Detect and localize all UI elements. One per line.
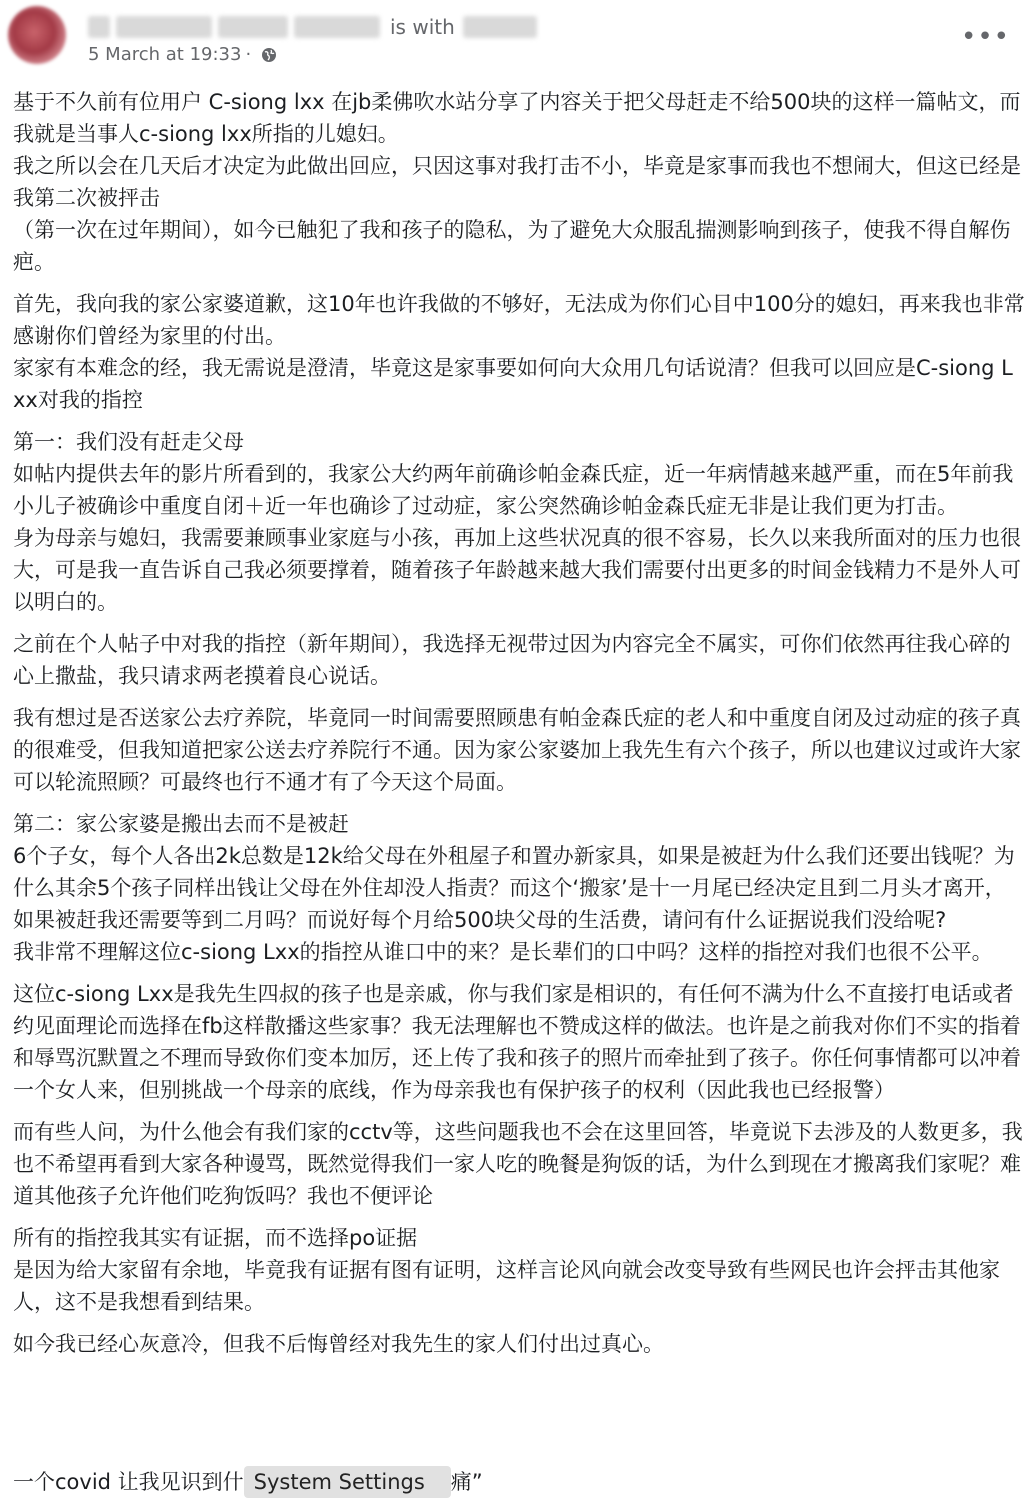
author-name-redacted[interactable] bbox=[116, 16, 212, 38]
post-paragraph: 之前在个人帖子中对我的指控（新年期间），我选择无视带过因为内容完全不属实，可你们依然再往我心碎的心上撒盐，我只请求两老摸着良心说话。 bbox=[13, 632, 1011, 688]
author-suffix: is with bbox=[390, 15, 455, 39]
post-body bbox=[13, 86, 1025, 1370]
post-paragraph: 我有想过是否送家公去疗养院，毕竟同一时间需要照顾患有帕金森氏症的老人和中重度自闭及过动症的孩子真的很难受，但我知道把家公送去疗养院行不通。因为家公家婆加上我先生有六个孩子，所以也建议过或许大家可以轮流照顾？可最终也行不通才有了今天这个局面。 bbox=[13, 706, 1021, 794]
author-row bbox=[88, 12, 543, 42]
post-paragraph: 首先，我向我的家公家婆道歉，这10年也许我做的不够好，无法成为你们心目中100分的媳妇，再来我也非常感谢你们曾经为家里的付出。 家家有本难念的经，我无需说是澄清，毕竟这是家事要如何向大众用几句话说清？但我可以回应是C-siong Lxx对我的指控 bbox=[13, 292, 1025, 412]
globe-icon bbox=[261, 47, 277, 63]
post-last-line bbox=[13, 1466, 483, 1498]
post-paragraph: 而有些人问，为什么他会有我们家的cctv等，这些问题我也不会在这里回答，毕竟说下去涉及的人数更多，我也不希望再看到大家各种谩骂，既然觉得我们一家人吃的晚餐是狗饭的话，为什么到现在才搬离我们家呢？难道其他孩子允许他们吃狗饭吗？我也不便评论 bbox=[13, 1120, 1023, 1208]
post-paragraph: 这位c-siong Lxx是我先生四叔的孩子也是亲戚，你与我们家是相识的，有任何不满为什么不直接打电话或者约见面理论而选择在fb这样散播这些家事？我无法理解也不赞成这样的做法。也许是之前我对你们不实的指着和辱骂沉默置之不理而导致你们变本加厉，还上传了我和孩子的照片而牵扯到了孩子。你任何事情都可以冲着一个女人来，但别挑战一个母亲的底线，作为母亲我也有保护孩子的权利（因此我也已经报警） bbox=[13, 982, 1021, 1102]
post-paragraph: 所有的指控我其实有证据，而不选择po证据 是因为给大家留有余地，毕竟我有证据有图有证明，这样言论风向就会改变导致有些网民也许会抨击其他家人，这不是我想看到结果。 bbox=[13, 1226, 1000, 1314]
more-options-icon[interactable]: ••• bbox=[960, 22, 1010, 52]
post-paragraph: 第二：家公家婆是搬出去而不是被赶 6个子女，每个人各出2k总数是12k给父母在外租屋子和置办新家具，如果是被赶为什么我们还要出钱呢？为什么其余5个孩子同样出钱让父母在外住却没人指责？而这个‘搬家’是十一月尾已经决定且到二月头才离开，如果被赶我还需要等到二月吗？而说好每个月给500块父母的生活费，请问有什么证据说我们没给呢? 我非常不理解这位c-siong Lxx的指控从谁口中的来？是长辈们的口中吗？这样的指控对我们也很不公平。 bbox=[13, 812, 1015, 964]
author-name-redacted[interactable] bbox=[88, 16, 110, 38]
post-meta bbox=[88, 44, 277, 65]
post-header bbox=[0, 0, 1036, 76]
avatar[interactable] bbox=[8, 6, 66, 64]
last-line-text-start: 一个covid 让我见识到什 bbox=[13, 1470, 244, 1494]
post-paragraph: 如今我已经心灰意冷，但我不后悔曾经对我先生的家人们付出过真心。 bbox=[13, 1332, 664, 1356]
author-name-redacted[interactable] bbox=[218, 16, 288, 38]
post-paragraph: 第一：我们没有赶走父母 如帖内提供去年的影片所看到的，我家公大约两年前确诊帕金森氏症，近一年病情越来越严重，而在5年前我小儿子被确诊中重度自闭＋近一年也确诊了过动症，家公突然确诊帕金森氏症无非是让我们更为打击。 身为母亲与媳妇，我需要兼顾事业家庭与小孩，再加上这些状况真的很不容易，长久以来我所面对的压力也很大，可是我一直告诉自己我必须要撑着，随着孩子年龄越来越大我们需要付出更多的时间金钱精力不是外人可以明白的。 bbox=[13, 430, 1021, 614]
system-settings-label: System Settings bbox=[253, 1470, 425, 1494]
tagged-name-redacted[interactable] bbox=[463, 16, 537, 38]
author-name-redacted[interactable] bbox=[294, 16, 380, 38]
system-settings-tooltip[interactable] bbox=[244, 1466, 451, 1498]
meta-separator: · bbox=[245, 44, 252, 65]
last-line-text-end: 痛” bbox=[450, 1470, 483, 1494]
post-timestamp[interactable]: 5 March at 19:33 bbox=[88, 44, 242, 65]
post-paragraph: 基于不久前有位用户 C-siong lxx 在jb柔佛吹水站分享了内容关于把父母赶走不给500块的这样一篇帖文，而我就是当事人c-siong lxx所指的儿媳妇。 我之所以会在几天后才决定为此做出回应，只因这事对我打击不小，毕竟是家事而我也不想闹大，但这已经是我第二次被抨击 （第一次在过年期间），如今已触犯了我和孩子的隐私，为了避免大众服乱揣测影响到孩子，使我不得自解伤疤。 bbox=[13, 90, 1021, 274]
